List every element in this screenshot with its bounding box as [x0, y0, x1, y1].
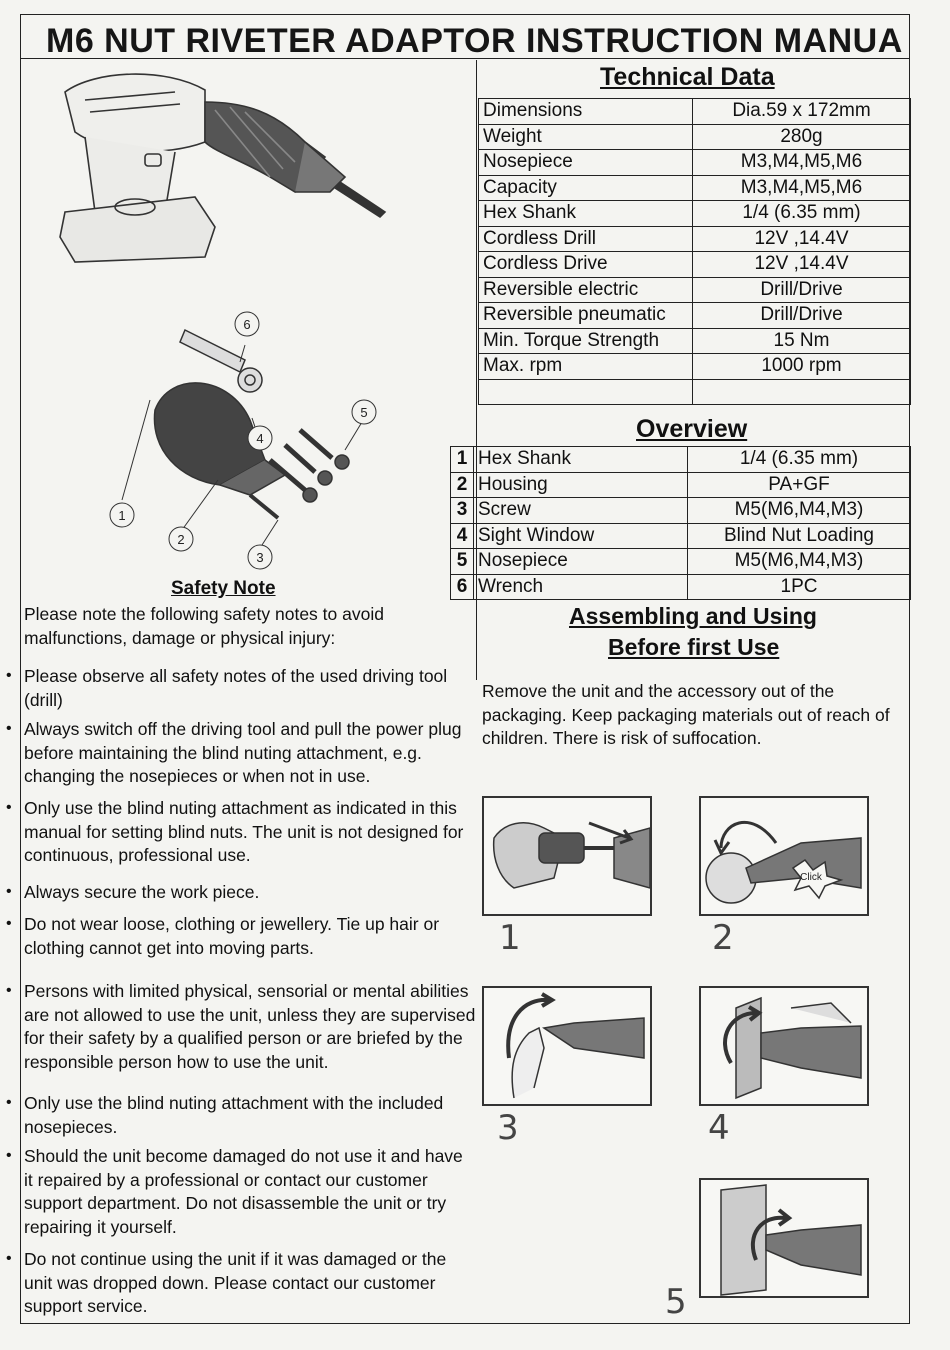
bullet-marker: •	[6, 1147, 12, 1164]
technical-data-table	[478, 98, 911, 405]
technical-data-value: Drill/Drive	[693, 277, 911, 303]
safety-bullet-text: Do not wear loose, clothing or jewellery. Tie up hair or clothing cannot get into moving parts.	[24, 914, 440, 958]
technical-data-label: Nosepiece	[479, 150, 693, 176]
parts-exploded-illustration	[100, 300, 390, 590]
technical-data-value: 12V ,14.4V	[693, 226, 911, 252]
bullet-marker: •	[6, 1250, 12, 1267]
overview-row	[451, 498, 911, 524]
safety-bullet-text: Only use the blind nuting attachment with the included nosepieces.	[24, 1093, 444, 1137]
technical-data-label: Dimensions	[479, 99, 693, 125]
step-4-number: 4	[708, 1108, 730, 1148]
callout-5: 5	[360, 405, 368, 420]
technical-data-value: Dia.59 x 172mm	[693, 99, 911, 125]
overview-row	[451, 523, 911, 549]
technical-data-row	[479, 303, 911, 329]
step-3-number: 3	[497, 1108, 519, 1148]
bullet-marker: •	[6, 799, 12, 816]
overview-spec: M5(M6,M4,M3)	[688, 498, 911, 524]
step-2-number: 2	[712, 918, 734, 958]
step-1-number: 1	[499, 918, 521, 958]
overview-part: Nosepiece	[474, 549, 688, 575]
callout-2: 2	[177, 532, 185, 547]
overview-row	[451, 574, 911, 600]
page-title: M6 NUT RIVETER ADAPTOR INSTRUCTION MANUA	[46, 22, 903, 60]
overview-table	[450, 446, 911, 600]
safety-bullet-text: Do not continue using the unit if it was damaged or the unit was dropped down. Please contact our customer support service.	[24, 1249, 447, 1316]
safety-bullet-text: Always switch off the driving tool and pull the power plug before maintaining the blind nuting attachment, e.g. changing the nosepieces or when not in use.	[24, 719, 462, 786]
step-5-number: 5	[665, 1282, 687, 1322]
technical-data-value: 1/4 (6.35 mm)	[693, 201, 911, 227]
overview-spec: PA+GF	[688, 472, 911, 498]
callout-3: 3	[256, 550, 264, 565]
technical-data-row	[479, 175, 911, 201]
technical-data-label: Capacity	[479, 175, 693, 201]
technical-data-value: Drill/Drive	[693, 303, 911, 329]
overview-index: 5	[451, 549, 474, 575]
overview-heading: Overview	[636, 415, 748, 443]
overview-index: 4	[451, 523, 474, 549]
overview-row	[451, 472, 911, 498]
bullet-marker: •	[6, 720, 12, 737]
click-label: Click	[800, 872, 822, 883]
technical-data-value	[693, 379, 911, 405]
callout-1: 1	[118, 508, 126, 523]
overview-spec: 1/4 (6.35 mm)	[688, 447, 911, 473]
overview-part: Housing	[474, 472, 688, 498]
before-first-use-heading: Before first Use	[608, 634, 780, 660]
technical-data-value: M3,M4,M5,M6	[693, 175, 911, 201]
technical-data-value: M3,M4,M5,M6	[693, 150, 911, 176]
technical-data-label: Min. Torque Strength	[479, 328, 693, 354]
step-5-image	[699, 1178, 869, 1298]
technical-data-row	[479, 226, 911, 252]
assembling-heading: Assembling and Using	[569, 603, 817, 629]
overview-spec: Blind Nut Loading	[688, 523, 911, 549]
step-1-image	[482, 796, 652, 916]
overview-part: Screw	[474, 498, 688, 524]
callout-6: 6	[243, 317, 251, 332]
safety-bullet-text: Please observe all safety notes of the used driving tool (drill)	[24, 666, 448, 710]
overview-index: 1	[451, 447, 474, 473]
technical-data-label: Weight	[479, 124, 693, 150]
bullet-marker: •	[6, 915, 12, 932]
technical-data-row	[479, 124, 911, 150]
technical-data-value: 12V ,14.4V	[693, 252, 911, 278]
overview-part: Hex Shank	[474, 447, 688, 473]
technical-data-value: 1000 rpm	[693, 354, 911, 380]
technical-data-value: 15 Nm	[693, 328, 911, 354]
technical-data-label	[479, 379, 693, 405]
overview-row	[451, 447, 911, 473]
safety-bullet-text: Always secure the work piece.	[24, 882, 260, 902]
bullet-marker: •	[6, 667, 12, 684]
overview-index: 2	[451, 472, 474, 498]
safety-bullet-text: Persons with limited physical, sensorial or mental abilities are not allowed to use the unit, unless they are supervised for their safety by a qualified person or are briefed by the responsible person how to use the unit.	[24, 981, 476, 1072]
technical-data-label: Hex Shank	[479, 201, 693, 227]
assembling-text: Remove the unit and the accessory out of the packaging. Keep packaging materials out of reach of children. There is risk of suffocation.	[482, 681, 890, 748]
step-2-image	[699, 796, 869, 916]
callout-4: 4	[256, 431, 264, 446]
overview-spec: M5(M6,M4,M3)	[688, 549, 911, 575]
technical-data-label: Max. rpm	[479, 354, 693, 380]
technical-data-label: Reversible pneumatic	[479, 303, 693, 329]
overview-part: Sight Window	[474, 523, 688, 549]
step-4-image	[699, 986, 869, 1106]
technical-data-row	[479, 201, 911, 227]
technical-data-heading: Technical Data	[600, 63, 775, 91]
drill-illustration	[55, 62, 395, 267]
technical-data-label: Reversible electric	[479, 277, 693, 303]
overview-index: 6	[451, 574, 474, 600]
overview-index: 3	[451, 498, 474, 524]
technical-data-label: Cordless Drill	[479, 226, 693, 252]
technical-data-label: Cordless Drive	[479, 252, 693, 278]
technical-data-row	[479, 150, 911, 176]
safety-intro: Please note the following safety notes to avoid malfunctions, damage or physical injury:	[24, 604, 384, 648]
safety-bullet-text: Should the unit become damaged do not use it and have it repaired by a professional or contact our customer support department. Do not disassemble the unit or try repairing it yourself.	[24, 1146, 463, 1237]
overview-row	[451, 549, 911, 575]
overview-spec: 1PC	[688, 574, 911, 600]
step-3-image	[482, 986, 652, 1106]
technical-data-row	[479, 99, 911, 125]
safety-heading: Safety Note	[171, 578, 276, 599]
technical-data-value: 280g	[693, 124, 911, 150]
technical-data-row	[479, 354, 911, 380]
technical-data-row	[479, 328, 911, 354]
bullet-marker: •	[6, 883, 12, 900]
technical-data-row	[479, 379, 911, 405]
overview-part: Wrench	[474, 574, 688, 600]
bullet-marker: •	[6, 1094, 12, 1111]
bullet-marker: •	[6, 982, 12, 999]
technical-data-row	[479, 277, 911, 303]
safety-bullet-text: Only use the blind nuting attachment as indicated in this manual for setting blind nuts. The unit is not designed for continuous, professional use.	[24, 798, 464, 865]
technical-data-row	[479, 252, 911, 278]
